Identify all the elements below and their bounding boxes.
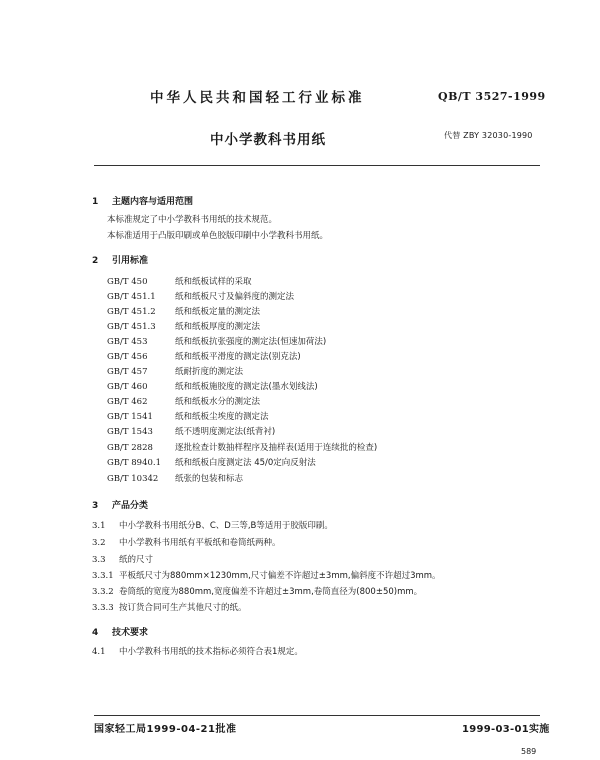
clause-number: 3.3.1 xyxy=(92,571,114,581)
clause-text: 中小学教科书用纸有平板纸和卷筒纸两种。 xyxy=(119,538,281,548)
section-title: 产品分类 xyxy=(112,501,149,511)
reference-item xyxy=(107,275,252,287)
reference-code: GB/T 451.1 xyxy=(107,292,156,302)
reference-title: 纸和纸板定量的测定法 xyxy=(175,307,261,317)
reference-title: 逐批检查计数抽样程序及抽样表(适用于连续批的检查) xyxy=(175,443,378,453)
replaces-standard: 代替 ZBY 32030-1990 xyxy=(444,131,533,140)
clause-text: 卷筒纸的宽度为880mm,宽度偏差不许超过±3mm,卷筒直径为(800±50)mm。 xyxy=(119,587,423,597)
reference-item xyxy=(107,290,294,302)
reference-title: 纸和纸板平滑度的测定法(别克法) xyxy=(175,352,301,362)
section-number: 4 xyxy=(92,628,99,638)
reference-code: GB/T 460 xyxy=(107,382,148,392)
standard-code: QB/T 3527-1999 xyxy=(438,90,546,103)
document-title: 中小学教科书用纸 xyxy=(210,132,326,148)
reference-item xyxy=(107,305,260,317)
section-1-heading xyxy=(92,194,193,207)
clause-number: 3.3.3 xyxy=(92,603,114,613)
reference-title: 纸耐折度的测定法 xyxy=(175,367,244,377)
section-title: 主题内容与适用范围 xyxy=(112,197,194,207)
reference-code: GB/T 462 xyxy=(107,397,148,407)
reference-item xyxy=(107,395,260,407)
clause-number: 3.2 xyxy=(92,538,106,548)
section-title: 技术要求 xyxy=(112,628,149,638)
reference-code: GB/T 451.2 xyxy=(107,307,156,317)
reference-code: GB/T 1541 xyxy=(107,412,153,422)
clause xyxy=(92,585,422,597)
reference-title: 纸和纸板白度测定法 45/0定向反射法 xyxy=(175,458,316,468)
reference-item xyxy=(107,335,326,347)
reference-title: 纸和纸板水分的测定法 xyxy=(175,397,261,407)
clause-number: 3.3.2 xyxy=(92,587,114,597)
clause-text: 纸的尺寸 xyxy=(119,555,154,565)
clause-text: 中小学教科书用纸分B、C、D三等,B等适用于胶版印刷。 xyxy=(119,521,333,531)
clause-number: 4.1 xyxy=(92,647,106,657)
section-number: 2 xyxy=(92,256,99,266)
section-4-heading xyxy=(92,625,148,638)
clause xyxy=(92,553,153,565)
reference-title: 纸和纸板尘埃度的测定法 xyxy=(175,412,269,422)
section-number: 3 xyxy=(92,501,99,511)
reference-item xyxy=(107,365,243,377)
reference-title: 纸不透明度测定法(纸背衬) xyxy=(175,427,276,437)
reference-code: GB/T 1543 xyxy=(107,427,153,437)
reference-item xyxy=(107,350,301,362)
section-number: 1 xyxy=(92,197,99,207)
reference-item xyxy=(107,472,243,484)
clause-text: 按订货合同可生产其他尺寸的纸。 xyxy=(119,603,247,613)
paragraph: 本标准适用于凸版印刷或单色胶版印刷中小学教科书用纸。 xyxy=(107,231,329,241)
clause xyxy=(92,645,303,657)
reference-code: GB/T 453 xyxy=(107,337,148,347)
reference-item xyxy=(107,425,275,437)
clause xyxy=(92,601,247,613)
footer-rule xyxy=(94,715,540,716)
reference-title: 纸和纸板施胶度的测定法(墨水划线法) xyxy=(175,382,318,392)
clause-text: 中小学教科书用纸的技术指标必须符合表1规定。 xyxy=(119,647,303,657)
page-number: 589 xyxy=(521,747,537,756)
section-3-heading xyxy=(92,498,148,511)
clause-text: 平板纸尺寸为880mm×1230mm,尺寸偏差不许超过±3mm,偏斜度不许超过3mm。 xyxy=(119,571,441,581)
reference-item xyxy=(107,380,318,392)
reference-code: GB/T 457 xyxy=(107,367,148,377)
reference-title: 纸和纸板尺寸及偏斜度的测定法 xyxy=(175,292,295,302)
reference-item xyxy=(107,456,316,468)
clause-number: 3.3 xyxy=(92,555,106,565)
clause xyxy=(92,569,441,581)
reference-code: GB/T 450 xyxy=(107,277,148,287)
reference-code: GB/T 10342 xyxy=(107,474,159,484)
section-2-heading xyxy=(92,253,148,266)
clause xyxy=(92,536,281,548)
issuing-body: 中华人民共和国轻工行业标准 xyxy=(150,90,365,106)
implementation-date: 1999-03-01实施 xyxy=(462,724,550,735)
paragraph: 本标准规定了中小学教科书用纸的技术规范。 xyxy=(107,215,278,225)
reference-title: 纸和纸板试样的采取 xyxy=(175,277,252,287)
reference-code: GB/T 456 xyxy=(107,352,148,362)
reference-code: GB/T 451.3 xyxy=(107,322,156,332)
reference-code: GB/T 8940.1 xyxy=(107,458,162,468)
reference-item xyxy=(107,441,377,453)
clause xyxy=(92,519,333,531)
reference-item xyxy=(107,410,269,422)
approval-date: 国家轻工局1999-04-21批准 xyxy=(94,724,237,735)
section-title: 引用标准 xyxy=(112,256,149,266)
reference-title: 纸和纸板厚度的测定法 xyxy=(175,322,261,332)
clause-number: 3.1 xyxy=(92,521,106,531)
reference-code: GB/T 2828 xyxy=(107,443,153,453)
header-rule xyxy=(94,165,540,166)
reference-title: 纸张的包装和标志 xyxy=(175,474,244,484)
reference-item xyxy=(107,320,260,332)
reference-title: 纸和纸板抗张强度的测定法(恒速加荷法) xyxy=(175,337,327,347)
